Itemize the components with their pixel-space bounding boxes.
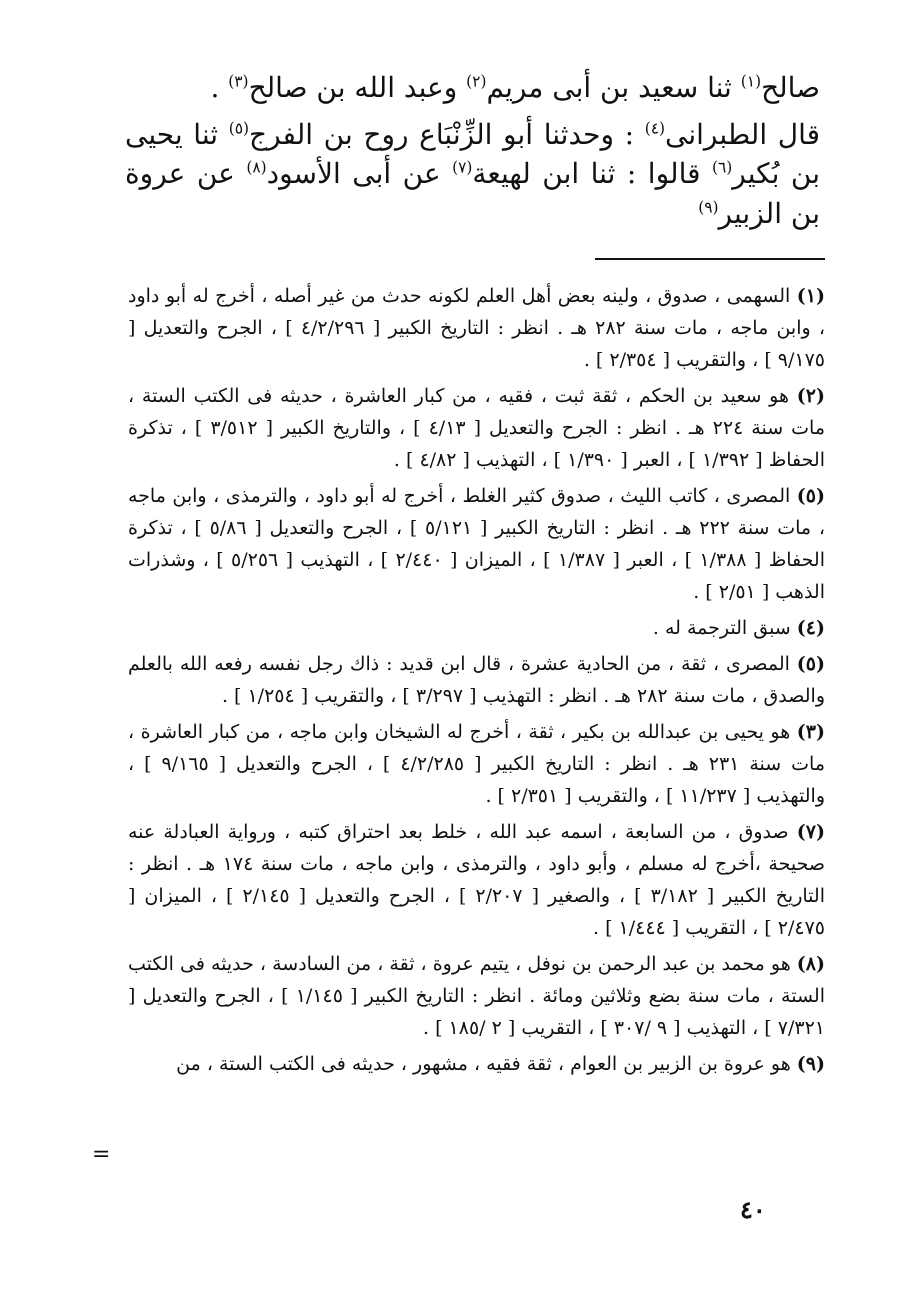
- footnote-marker: (٤): [796, 617, 825, 639]
- footnote-marker: (٥): [796, 653, 825, 675]
- page-number: ٤٠: [740, 1195, 766, 1224]
- footnote-text: السهمى ، صدوق ، ولينه بعض أهل العلم لكونه حدث من غير أصله ، أخرج له أبو داود ، وابن ماجه ، مات سنة ٢٨٢ هـ . انظر : التاريخ الكبير [ ٤/٢/٢٩٦ ] ، الجرح والتعديل [ ٩/١٧٥ ] ، والتقريب [ ٢/٣٥٤ ] .: [128, 285, 825, 371]
- footnote: [128, 480, 825, 608]
- footnote-text: هو عروة بن الزبير بن العوام ، ثقة فقيه ، مشهور ، حديثه فى الكتب الستة ، من: [176, 1053, 791, 1075]
- footnote-ref: (٣): [228, 72, 249, 91]
- continuation-mark: =: [92, 1142, 111, 1167]
- footnote-text: هو يحيى بن عبدالله بن بكير ، ثقة ، أخرج له الشيخان وابن ماجه ، من كبار العاشرة ، مات سنة ٢٣١ هـ . انظر : التاريخ الكبير [ ٤/٢/٢٨٥ ] ، الجرح والتعديل [ ٩/١٦٥ ] ، والتهذيب [ ١١/٢٣٧ ] ، والتقريب [ ٢/٣٥١ ] .: [128, 721, 825, 807]
- footnote-text: سبق الترجمة له .: [652, 617, 791, 639]
- footnote-ref: (١): [740, 72, 762, 91]
- footnote-ref: (٨): [246, 159, 267, 178]
- footnote: [128, 716, 825, 812]
- footnote: [128, 280, 825, 376]
- footnote-text: المصرى ، كاتب الليث ، صدوق كثير الغلط ، أخرج له أبو داود ، والترمذى ، وابن ماجه ، مات سنة ٢٢٢ هـ . انظر : التاريخ الكبير [ ٥/١٢١ ] ، الجرح والتعديل [ ٥/٨٦ ] ، تذكرة الحفاظ [ ١/٣٨٨ ] ، العبر [ ١/٣٨٧ ] ، الميزان [ ٢/٤٤٠ ] ، التهذيب [ ٥/٢٥٦ ] ، وشذرات الذهب [ ٢/٥١ ] .: [128, 485, 826, 603]
- main-paragraph-2: قال الطبرانى$^{(٤)}$ : وحدثنا أبو الزِّنْبَاع روح بن الفرج$^{(٥)}$ ثنا يحيى بن بُكير$^{(٦)}$ قالوا : ثنا ابن لهيعة$^{(٧)}$ عن أبى الأسود$^{(٨)}$ عن عروة بن الزبير$^{(٩)}$: [125, 118, 820, 230]
- footnote-marker: (٣): [796, 721, 825, 743]
- footnote: [128, 648, 825, 712]
- footnote-marker: (٨): [796, 953, 826, 975]
- footnote-ref: (٥): [228, 119, 250, 138]
- footnote-text: صدوق ، من السابعة ، اسمه عبد الله ، خلط بعد احتراق كتبه ، ورواية العبادلة عنه صحيحة ،أخرج له مسلم ، وأبو داود ، والترمذى ، وابن ماجه ، مات سنة ١٧٤ هـ . انظر : التاريخ الكبير [ ٣/١٨٢ ] ، والصغير [ ٢/٢٠٧ ] ، الجرح والتعديل [ ٢/١٤٥ ] ، الميزان [ ٢/٤٧٥ ] ، التقريب [ ١/٤٤٤ ] .: [128, 821, 825, 939]
- footnote-ref: (٤): [644, 119, 666, 138]
- footnote-marker: (٩): [796, 1053, 825, 1075]
- footnote: [128, 612, 825, 644]
- footnote-marker: (٧): [796, 821, 825, 843]
- footnote-ref: (٦): [711, 159, 733, 178]
- footnote-marker: (١): [796, 285, 826, 307]
- footnote-ref: (٢): [466, 72, 487, 91]
- footnote-text: المصرى ، ثقة ، من الحادية عشرة ، قال ابن قديد : ذاك رجل نفسه رفعه الله بالعلم والصدق ، مات سنة ٢٨٢ هـ . انظر : التهذيب [ ٣/٢٩٧ ] ، والتقريب [ ١/٢٥٤ ] .: [128, 653, 825, 707]
- footnote-ref: (٧): [452, 159, 473, 178]
- footnote: [128, 948, 825, 1044]
- footnote-marker: (٥): [796, 485, 825, 507]
- footnote-ref: (٩): [698, 198, 719, 217]
- footnote: [128, 816, 825, 944]
- footnote-text: هو سعيد بن الحكم ، ثقة ثبت ، فقيه ، من كبار العاشرة ، حديثه فى الكتب الستة ، مات سنة ٢٢٤ هـ . انظر : الجرح والتعديل [ ٤/١٣ ] ، والتاريخ الكبير [ ٣/٥١٢ ] ، تذكرة الحفاظ [ ١/٣٩٢ ] ، العبر [ ١/٣٩٠ ] ، التهذيب [ ٤/٨٢ ] .: [128, 385, 825, 471]
- main-text: [125, 68, 820, 233]
- footnotes: [128, 280, 825, 1084]
- footnote: [128, 1048, 825, 1080]
- footnote-marker: (٢): [796, 385, 825, 407]
- footnote-divider: [595, 258, 825, 260]
- footnote: [128, 380, 825, 476]
- main-paragraph-1: صالح$^{(١)}$ ثنا سعيد بن أبى مريم$^{(٢)}$ وعبد الله بن صالح$^{(٣)}$ .: [210, 71, 820, 104]
- footnote-text: هو محمد بن عبد الرحمن بن نوفل ، يتيم عروة ، ثقة ، من السادسة ، حديثه فى الكتب الستة ، مات سنة بضع وثلاثين ومائة . انظر : التاريخ الكبير [ ١/١٤٥ ] ، الجرح والتعديل [ ٧/٣٢١ ] ، التهذيب [ ٩ /٣٠٧ ] ، التقريب [ ٢ /١٨٥ ] .: [128, 953, 825, 1039]
